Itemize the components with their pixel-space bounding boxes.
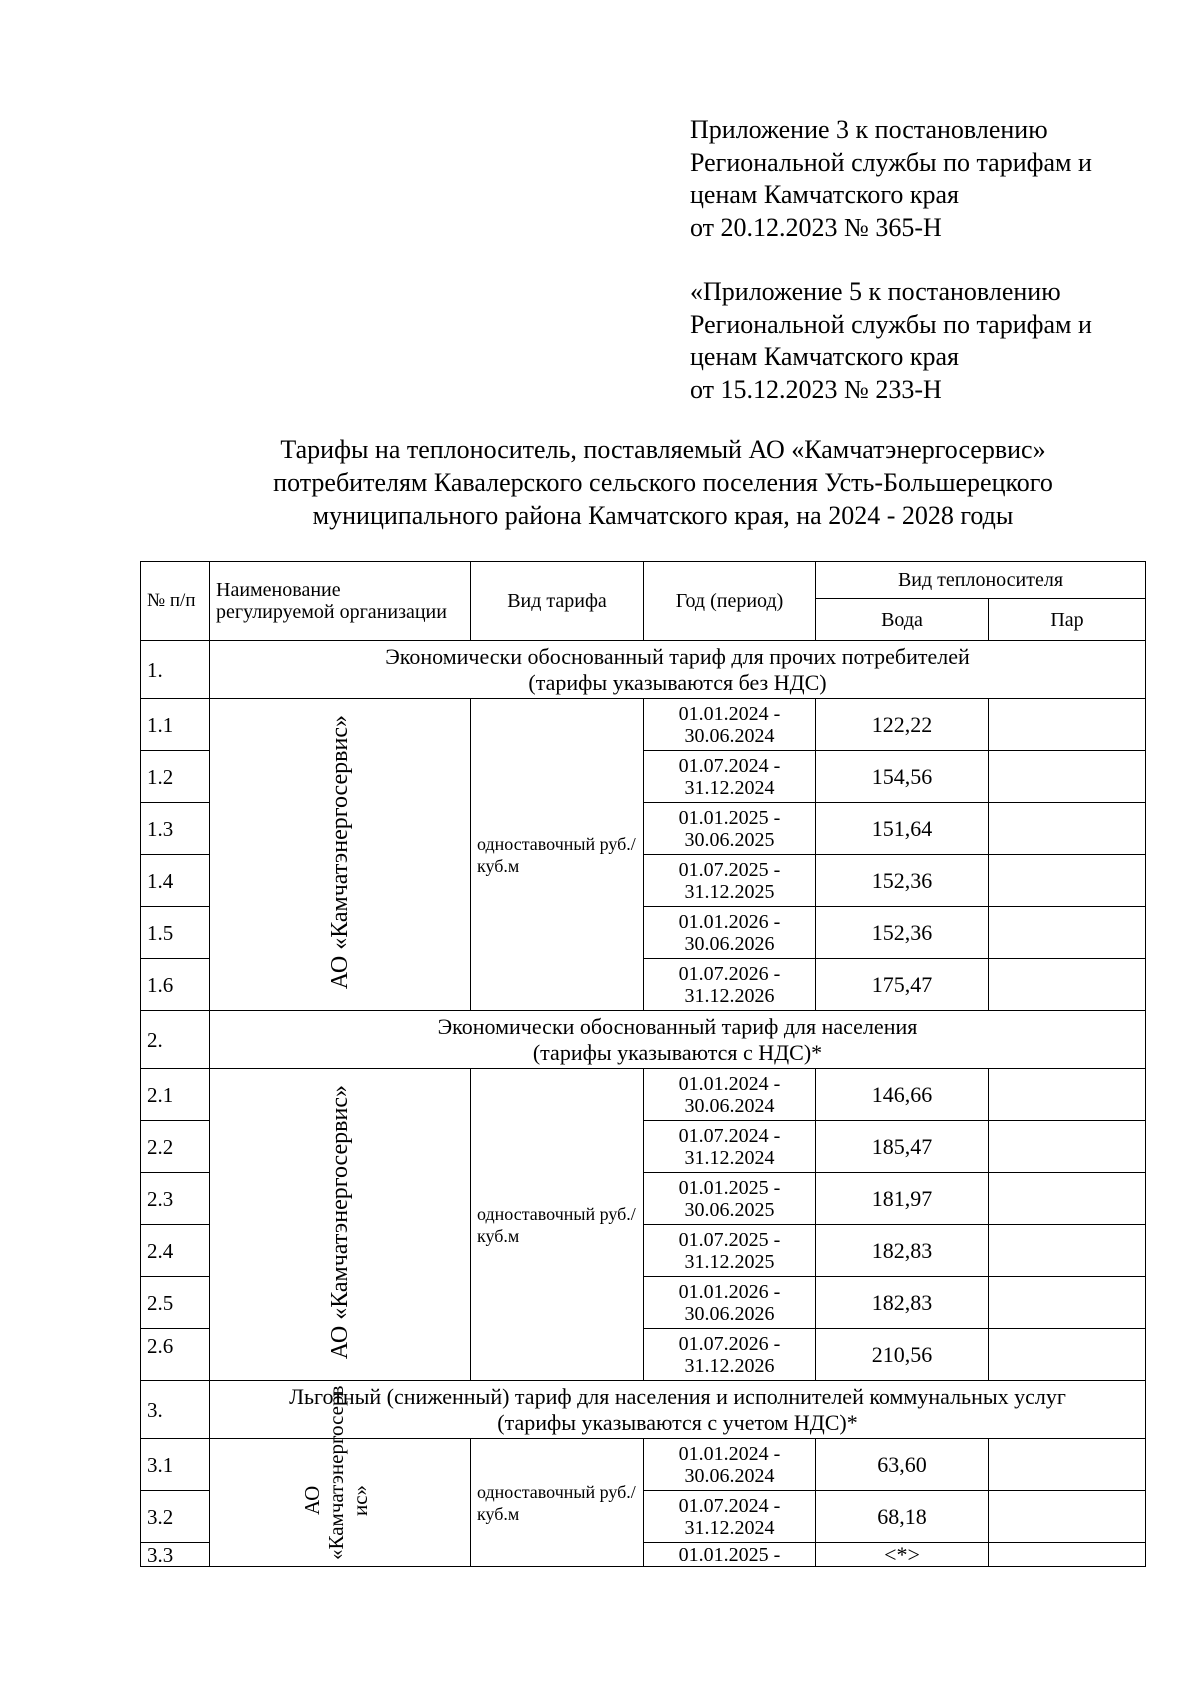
section-title-line: (тарифы указываются с НДС)*: [532, 1039, 823, 1065]
period-cell: [644, 1121, 816, 1173]
period-to: 31.12.2024: [684, 1516, 775, 1539]
tariff-type-cell: одноставочный руб./куб.м: [471, 1069, 644, 1381]
row-num: 1.2: [141, 751, 210, 803]
appendix-line: от 20.12.2023 № 365-Н: [690, 212, 942, 242]
section-title-line: (тарифы указываются с учетом НДС)*: [497, 1409, 858, 1435]
row-num: 2.6: [141, 1329, 210, 1381]
period-to: 31.12.2025: [684, 1250, 775, 1273]
row-num: 2.3: [141, 1173, 210, 1225]
header-period: Год (период): [644, 562, 816, 641]
section-title: [210, 1011, 1146, 1069]
period-cell: [644, 1543, 816, 1567]
header-tariff-type: Вид тарифа: [471, 562, 644, 641]
period-cell: [644, 1277, 816, 1329]
period-from: 01.01.2026 -: [678, 910, 781, 933]
steam-value: [989, 959, 1146, 1011]
water-value: 152,36: [816, 855, 989, 907]
period-cell: [644, 959, 816, 1011]
appendix-block-current: [690, 114, 1170, 244]
row-num: 1.5: [141, 907, 210, 959]
period-from: 01.07.2026 -: [678, 962, 781, 985]
row-num: 1.3: [141, 803, 210, 855]
section-row: [141, 641, 1146, 699]
section-num: 3.: [141, 1381, 210, 1439]
steam-value: [989, 1225, 1146, 1277]
section-title-line: Экономически обоснованный тариф для прочих потребителей: [385, 643, 970, 669]
row-num: 3.1: [141, 1439, 210, 1491]
appendix-line: Региональной службы по тарифам и: [690, 309, 1092, 339]
water-value: 146,66: [816, 1069, 989, 1121]
period-from: 01.07.2024 -: [678, 754, 781, 777]
period-cell: [644, 1439, 816, 1491]
period-from: 01.01.2025 -: [678, 1543, 781, 1566]
period-to: 30.06.2026: [684, 932, 775, 955]
water-value: 151,64: [816, 803, 989, 855]
header-num-label: № п/п: [147, 590, 196, 611]
steam-value: [989, 907, 1146, 959]
section-num: 1.: [141, 641, 210, 699]
title-line: потребителям Кавалерского сельского поселения Усть-Большерецкого: [273, 468, 1053, 497]
period-to: 31.12.2024: [684, 776, 775, 799]
row-num: 3.2: [141, 1491, 210, 1543]
steam-value: [989, 1329, 1146, 1381]
period-to: 30.06.2026: [684, 1302, 775, 1325]
section-title-line: (тарифы указываются без НДС): [528, 669, 827, 695]
period-from: 01.07.2025 -: [678, 858, 781, 881]
table-header-row: [141, 562, 1146, 599]
steam-value: [989, 803, 1146, 855]
steam-value: [989, 1491, 1146, 1543]
period-cell: [644, 751, 816, 803]
org-name-cell: [210, 1069, 471, 1381]
water-value: 122,22: [816, 699, 989, 751]
period-cell: [644, 1173, 816, 1225]
section-title: [210, 641, 1146, 699]
period-cell: [644, 1491, 816, 1543]
appendix-line: Приложение 3 к постановлению: [690, 115, 1048, 144]
period-cell: [644, 1329, 816, 1381]
period-from: 01.01.2024 -: [678, 702, 781, 725]
period-to: 30.06.2024: [684, 1464, 775, 1487]
period-from: 01.01.2025 -: [678, 806, 781, 829]
water-value: 182,83: [816, 1277, 989, 1329]
water-value: 63,60: [816, 1439, 989, 1491]
water-value: 182,83: [816, 1225, 989, 1277]
period-cell: [644, 1069, 816, 1121]
document-title: [140, 433, 1186, 532]
row-num: 1.6: [141, 959, 210, 1011]
steam-value: [989, 855, 1146, 907]
period-from: 01.07.2025 -: [678, 1228, 781, 1251]
period-to: 31.12.2024: [684, 1146, 775, 1169]
section-title: [210, 1381, 1146, 1439]
org-name: АО «Камчатэнергосерв ис»: [300, 1385, 372, 1560]
steam-value: [989, 1173, 1146, 1225]
period-to: 30.06.2025: [684, 1198, 775, 1221]
period-to: 31.12.2025: [684, 880, 775, 903]
org-name-cell: [210, 1385, 471, 1567]
row-num: 2.2: [141, 1121, 210, 1173]
water-value: 181,97: [816, 1173, 989, 1225]
water-value: 185,47: [816, 1121, 989, 1173]
org-name: АО «Камчатэнергосервис»: [327, 1084, 353, 1360]
steam-value: [989, 751, 1146, 803]
water-value: 210,56: [816, 1329, 989, 1381]
tariff-type-cell: одноставочный руб./куб.м: [471, 1439, 644, 1567]
table-row: [141, 699, 1146, 751]
header-num: [141, 562, 210, 641]
period-from: 01.07.2024 -: [678, 1494, 781, 1517]
water-value: <*>: [816, 1543, 989, 1567]
water-value: 68,18: [816, 1491, 989, 1543]
row-num: 1.4: [141, 855, 210, 907]
appendix-reference: [690, 114, 1170, 406]
row-num: 2.5: [141, 1277, 210, 1329]
appendix-block-original: [690, 276, 1170, 406]
header-steam: Пар: [989, 599, 1146, 641]
period-cell: [644, 907, 816, 959]
period-to: 31.12.2026: [684, 1354, 775, 1377]
section-num: 2.: [141, 1011, 210, 1069]
period-cell: [644, 1225, 816, 1277]
steam-value: [989, 1277, 1146, 1329]
water-value: 175,47: [816, 959, 989, 1011]
appendix-line: Региональной службы по тарифам и: [690, 147, 1092, 177]
appendix-line: «Приложение 5 к постановлению: [690, 277, 1061, 306]
steam-value: [989, 1439, 1146, 1491]
period-cell: [644, 699, 816, 751]
section-row: [141, 1011, 1146, 1069]
steam-value: [989, 699, 1146, 751]
period-from: 01.07.2026 -: [678, 1332, 781, 1355]
header-org: Наименование регулируемой организации: [210, 562, 471, 641]
row-num: 2.1: [141, 1069, 210, 1121]
header-water: Вода: [816, 599, 989, 641]
table-row: [141, 1069, 1146, 1121]
section-row: [141, 1381, 1146, 1439]
steam-value: [989, 1543, 1146, 1567]
period-to: 30.06.2024: [684, 724, 775, 747]
tariff-type-cell: одноставочный руб./куб.м: [471, 699, 644, 1011]
section-title-line: Льготный (сниженный) тариф для населения и исполнителей коммунальных услуг: [289, 1383, 1066, 1409]
appendix-line: от 15.12.2023 № 233-Н: [690, 374, 942, 404]
table-row: [141, 1439, 1146, 1491]
period-from: 01.01.2026 -: [678, 1280, 781, 1303]
section-title-line: Экономически обоснованный тариф для населения: [437, 1013, 918, 1039]
period-from: 01.01.2025 -: [678, 1176, 781, 1199]
period-to: 30.06.2024: [684, 1094, 775, 1117]
appendix-line: ценам Камчатского края: [690, 342, 959, 371]
period-from: 01.01.2024 -: [678, 1442, 781, 1465]
steam-value: [989, 1121, 1146, 1173]
header-carrier: Вид теплоносителя: [816, 562, 1146, 599]
row-num: 2.4: [141, 1225, 210, 1277]
period-to: 30.06.2025: [684, 828, 775, 851]
period-from: 01.07.2024 -: [678, 1124, 781, 1147]
period-cell: [644, 855, 816, 907]
org-name: АО «Камчатэнергосервис»: [327, 714, 353, 990]
period-cell: [644, 803, 816, 855]
tariff-table: [140, 561, 1146, 1567]
period-to: 31.12.2026: [684, 984, 775, 1007]
title-line: муниципального района Камчатского края, на 2024 - 2028 годы: [312, 501, 1014, 530]
water-value: 152,36: [816, 907, 989, 959]
period-from: 01.01.2024 -: [678, 1072, 781, 1095]
org-name-cell: [210, 699, 471, 1011]
title-line: Тарифы на теплоноситель, поставляемый АО «Камчатэнергосервис»: [280, 435, 1046, 464]
water-value: 154,56: [816, 751, 989, 803]
row-num: 1.1: [141, 699, 210, 751]
row-num: 3.3: [141, 1543, 210, 1567]
steam-value: [989, 1069, 1146, 1121]
appendix-line: ценам Камчатского края: [690, 180, 959, 209]
